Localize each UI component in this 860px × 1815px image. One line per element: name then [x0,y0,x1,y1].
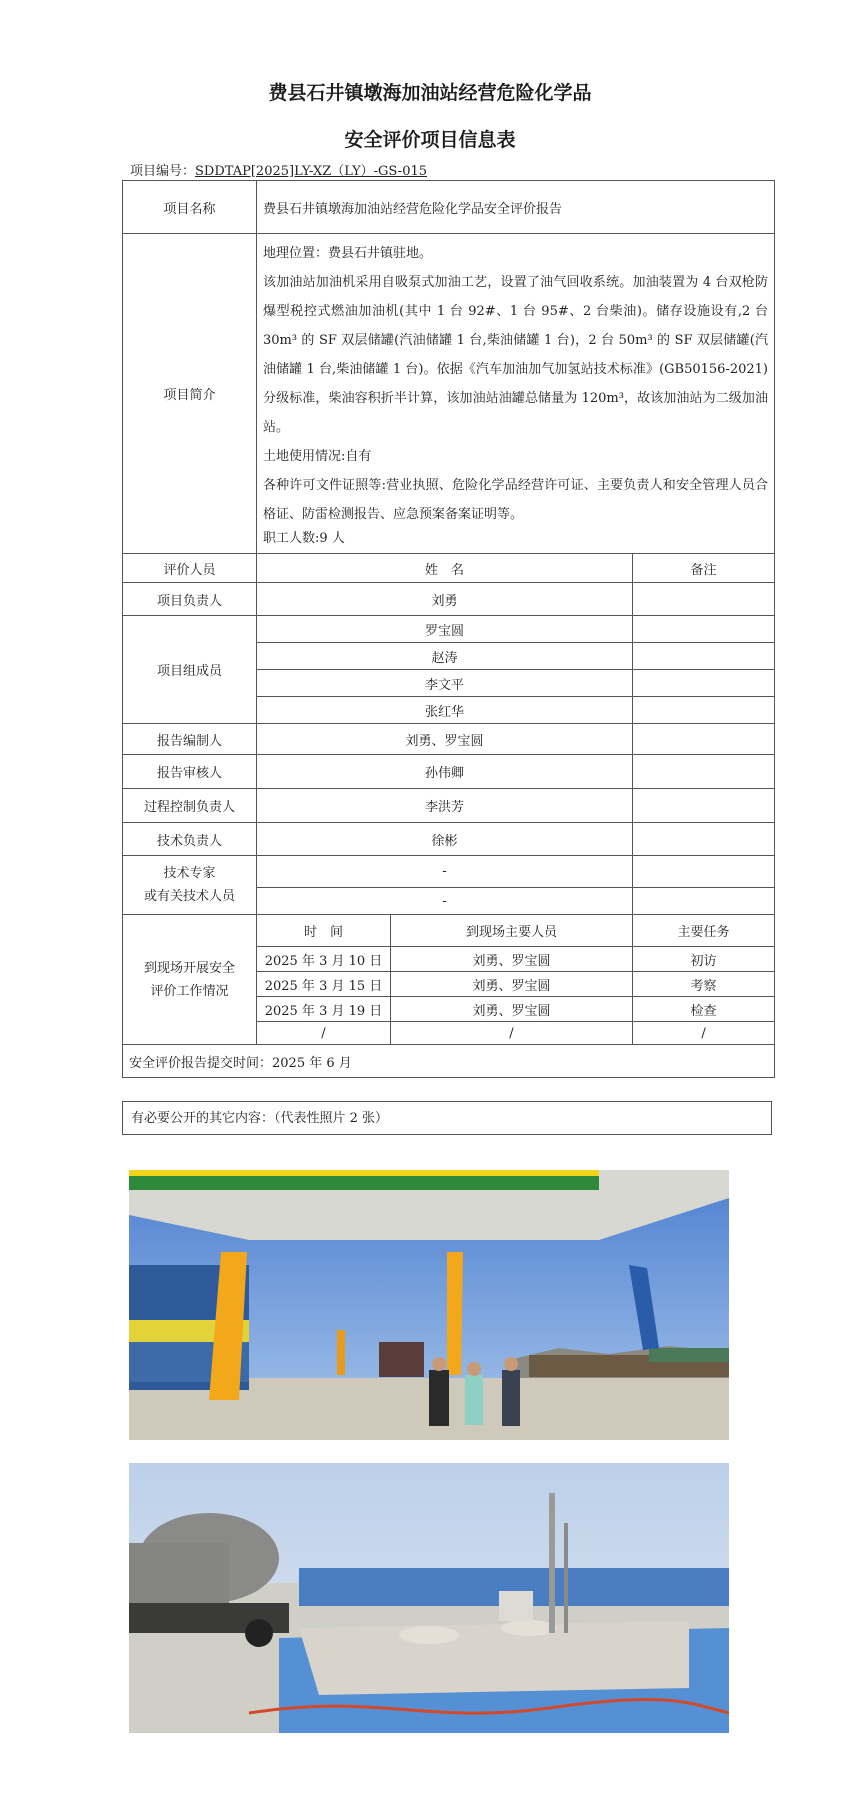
reviewer-note [633,755,775,789]
member-note [633,670,775,697]
photo-tank-area [129,1463,729,1733]
tech-lead-label: 技术负责人 [123,823,257,856]
intro-land: 土地使用情况:自有 [263,448,372,464]
intro-staff: 职工人数:9 人 [263,530,345,546]
site-label-line1: 到现场开展安全 [143,960,235,976]
reviewer-name: 孙伟卿 [257,755,633,789]
trailer-tarp [649,1348,729,1362]
gas-station-illustration [129,1170,729,1440]
intro-location: 地理位置：费县石井镇驻地。 [263,245,433,261]
project-name-label: 项目名称 [123,181,257,234]
leader-label: 项目负责人 [123,583,257,616]
truck [379,1342,424,1377]
tank-cover [399,1626,459,1644]
expert-name: - [257,888,633,915]
canopy-trim [129,1170,599,1176]
site-header-time: 时 间 [257,915,391,947]
tank-area-illustration [129,1463,729,1733]
tank-cover [501,1620,557,1636]
expert-label [123,856,257,915]
person [465,1375,483,1425]
site-row-task: 检查 [633,997,775,1022]
canopy-pillar [337,1330,345,1375]
info-table [122,180,775,1078]
wheel [245,1619,273,1647]
site-row-task: / [633,1022,775,1045]
site-header-task: 主要任务 [633,915,775,947]
person-head [432,1357,446,1371]
person [429,1370,449,1426]
site-row-people: / [391,1022,633,1045]
doc-title: 费县石井镇墩海加油站经营危险化学品 [268,82,592,104]
tech-lead-note [633,823,775,856]
expert-note [633,856,775,888]
project-code-label: 项目编号： [130,164,196,179]
compiler-name: 刘勇、罗宝圆 [257,724,633,755]
site-row-people: 刘勇、罗宝圆 [391,972,633,997]
site-header-people: 到现场主要人员 [391,915,633,947]
member-note [633,643,775,670]
site-row-time: 2025 年 3 月 15 日 [257,972,391,997]
project-name-value: 费县石井镇墩海加油站经营危险化学品安全评价报告 [257,181,775,234]
person-head [504,1357,518,1371]
member-name: 罗宝圆 [257,616,633,643]
process-control-label: 过程控制负责人 [123,789,257,823]
process-control-name: 李洪芳 [257,789,633,823]
site-row-people: 刘勇、罗宝圆 [391,997,633,1022]
tank-pit-floor [299,1621,689,1695]
personnel-header-note: 备注 [633,554,775,583]
member-name: 李文平 [257,670,633,697]
reviewer-label: 报告审核人 [123,755,257,789]
site-row-time: 2025 年 3 月 19 日 [257,997,391,1022]
canopy-pillar [447,1252,463,1375]
expert-name: - [257,856,633,888]
site-row-people: 刘勇、罗宝圆 [391,947,633,972]
personnel-header-name: 姓 名 [257,554,633,583]
project-intro [257,234,775,554]
leader-note [633,583,775,616]
submit-time: 安全评价报告提交时间：2025 年 6 月 [123,1045,775,1078]
project-intro-label: 项目简介 [123,234,257,554]
member-name: 赵涛 [257,643,633,670]
site-row-time: / [257,1022,391,1045]
intro-permits: 各种许可文件证照等:营业执照、危险化学品经营许可证、主要负责人和安全管理人员合格证、防雷检测报告、应急预案备案证明等。 [263,477,769,522]
member-note [633,616,775,643]
intro-process: 该加油站加油机采用自吸泵式加油工艺，设置了油气回收系统。加油装置为 4 台双枪防爆型税控式燃油加油机(其中 1 台 92#、1 台 95#、2 台柴油)。储存设施设有,2 台 30m³ 的 SF 双层储罐(汽油储罐 1 台,柴油储罐 1 台)，2 台 50m³ 的 SF 双层储罐(汽油储罐 1 台,柴油储罐 1 台)。依据《汽车加油加气加氢站技术标准》(GB50156-2021)分级标准，柴油容积折半计算，该加油站油罐总储量为 120m³，故该加油站为二级加油站。 [263,274,769,435]
personnel-header-role: 评价人员 [123,554,257,583]
expert-label-line2: 或有关技术人员 [143,889,235,904]
equipment-box [499,1591,533,1621]
person [502,1370,520,1426]
vent-pipe [549,1493,555,1633]
doc-subtitle: 安全评价项目信息表 [344,129,516,151]
expert-note [633,888,775,915]
project-code-value: SDDTAP[2025]LY-XZ（LY）-GS-015 [195,164,428,179]
leader-name: 刘勇 [257,583,633,616]
site-label-line2: 评价工作情况 [150,983,229,999]
site-row-task: 考察 [633,972,775,997]
site-row-task: 初访 [633,947,775,972]
vent-pipe [564,1523,568,1633]
site-work-label [123,915,257,1045]
photo-gas-station [129,1170,729,1440]
member-name: 张红华 [257,697,633,724]
site-row-time: 2025 年 3 月 10 日 [257,947,391,972]
process-control-note [633,789,775,823]
tech-lead-name: 徐彬 [257,823,633,856]
tanker-body [129,1543,229,1603]
compiler-label: 报告编制人 [123,724,257,755]
compiler-note [633,724,775,755]
expert-label-line1: 技术专家 [163,866,216,881]
members-label: 项目组成员 [123,616,257,724]
project-code [130,160,427,179]
person-head [467,1362,481,1376]
member-note [633,697,775,724]
other-content: 有必要公开的其它内容：（代表性照片 2 张） [122,1101,772,1135]
